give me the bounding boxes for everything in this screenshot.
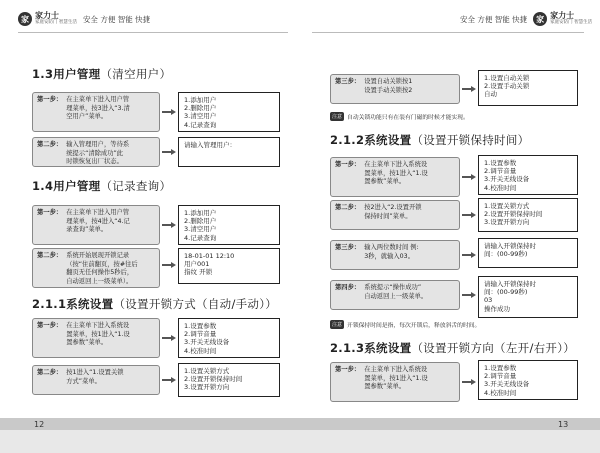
page-number: 12 bbox=[34, 420, 45, 429]
footer-underlay bbox=[300, 430, 600, 453]
arrow-icon bbox=[462, 174, 476, 180]
header-divider bbox=[18, 32, 288, 33]
lcd-screen: 请输入开锁保持时 间：(00-99秒) bbox=[478, 238, 578, 268]
step-box: 第二步： 系统开始展现开锁记录 （按“住前翻页，按#往后 翻页无任何操作5秒后， 自动返回上一级菜单）。 bbox=[32, 248, 160, 288]
lcd-screen: 1.设置关锁方式 2.设置开锁保持时间 3.设置开锁方向 bbox=[478, 198, 578, 232]
section-title-2-1-3: 2.1.3系统设置（设置开锁方向（左开/右开）） bbox=[330, 341, 576, 355]
step-box: 第二步： 输入管理用户，等待系 统提示“清除成功”此 时锁恢复出厂状态。 bbox=[32, 137, 160, 167]
step-box: 第一步： 在主菜单下进入用户管 理菜单，按3进入“3.清 空用户”菜单。 bbox=[32, 92, 160, 132]
lcd-screen: 1.设置参数 2.调节音量 3.开关无线设备 4.校准时间 bbox=[478, 155, 578, 195]
step-box: 第三步： 输入两位数时间 例: 3秒，就输入03。 bbox=[330, 240, 460, 270]
brand-name: 家力士 bbox=[35, 11, 59, 21]
arrow-icon bbox=[162, 149, 176, 155]
step-box: 第二步： 按1进入“1.设置关锁 方式”菜单。 bbox=[32, 365, 160, 395]
note: 注意 自动关锁功能只有在装有门磁的时候才能实现。 bbox=[332, 114, 469, 121]
lcd-screen: 1.设置参数 2.调节音量 3.开关无线设备 4.校准时间 bbox=[178, 318, 280, 358]
footer-underlay bbox=[0, 430, 300, 453]
arrow-icon bbox=[162, 109, 176, 115]
brand-subtitle: 家庭安防门 智慧生活 bbox=[35, 19, 77, 25]
header-slogan: 安全 方便 智能 快捷 bbox=[460, 14, 528, 24]
lcd-screen: 1.添加用户 2.删除用户 3.清空用户 4.记录查询 bbox=[178, 205, 280, 245]
arrow-icon bbox=[462, 212, 476, 218]
brand-logo bbox=[18, 12, 77, 26]
brand-name: 家力士 bbox=[550, 11, 575, 21]
note-icon: 注意 bbox=[332, 114, 343, 120]
note: 注意 开锁保持时间是指，每次开锁后，释放斜舌的时间。 bbox=[332, 322, 481, 329]
left-header bbox=[18, 8, 150, 30]
lcd-screen: 请输入管理用户： bbox=[178, 137, 280, 167]
lcd-screen: 1.设置参数 2.调节音量 3.开关无线设备 4.校准时间 bbox=[478, 360, 578, 400]
section-title-2-1-1: 2.1.1系统设置（设置开锁方式（自动/手动）） bbox=[32, 297, 278, 311]
arrow-icon bbox=[462, 379, 476, 385]
logo-mark-icon: 家 bbox=[18, 12, 32, 26]
section-title-2-1-2: 2.1.2系统设置（设置开锁保持时间） bbox=[330, 133, 530, 147]
header-slogan: 安全 方便 智能 快捷 bbox=[82, 14, 151, 24]
page-number: 13 bbox=[558, 420, 569, 429]
brand-logo bbox=[533, 12, 592, 26]
lcd-screen: 1.设置关锁方式 2.设置开锁保持时间 3.设置开锁方向 bbox=[178, 363, 280, 397]
footer-band bbox=[0, 418, 300, 430]
section-title-1-4: 1.4用户管理（记录查询） bbox=[32, 179, 172, 193]
step-box: 第二步： 按2进入“2.设置开锁 保持时间”菜单。 bbox=[330, 200, 460, 230]
arrow-icon bbox=[162, 377, 176, 383]
step-box: 第一步： 在主菜单下进入系统设 置菜单，按1进入“1.设 置参数”菜单。 bbox=[330, 362, 460, 402]
right-header bbox=[460, 8, 592, 30]
arrow-icon bbox=[462, 86, 476, 92]
right-page bbox=[300, 0, 600, 453]
lcd-screen: 1.添加用户 2.删除用户 3.清空用户 4.记录查询 bbox=[178, 92, 280, 132]
step-box: 第一步： 在主菜单下进入系统设 置菜单，按1进入“1.设 置参数”菜单。 bbox=[330, 157, 460, 197]
arrow-icon bbox=[162, 335, 176, 341]
arrow-icon bbox=[162, 222, 176, 228]
footer-band bbox=[300, 418, 600, 430]
step-box: 第一步： 在主菜单下进入系统设 置菜单，按1进入“1.设 置参数”菜单。 bbox=[32, 318, 160, 358]
arrow-icon bbox=[462, 252, 476, 258]
arrow-icon bbox=[462, 292, 476, 298]
note-icon: 注意 bbox=[332, 322, 343, 328]
brand-subtitle: 家庭安防门 智慧生活 bbox=[550, 19, 593, 25]
header-divider bbox=[312, 32, 584, 33]
section-title-1-3: 1.3用户管理（清空用户） bbox=[32, 67, 172, 81]
step-box: 第三步： 设置自动关锁按1 设置手动关锁按2 bbox=[330, 74, 460, 104]
lcd-screen: 1.设置自动关锁 2.设置手动关锁 自动 bbox=[478, 70, 578, 106]
logo-mark-icon: 家 bbox=[533, 12, 547, 26]
step-box: 第四步： 系统提示“操作成功” 自动返回上一级菜单。 bbox=[330, 280, 460, 310]
lcd-screen: 18-01-01 12:10 用户001 指纹 开锁 bbox=[178, 248, 280, 284]
lcd-screen: 请输入开锁保持时 间：(00-99秒) 03 操作成功 bbox=[478, 276, 578, 318]
arrow-icon bbox=[162, 262, 176, 268]
step-box: 第一步： 在主菜单下进入用户管 理菜单，按4进入“4.记 录查询”菜单。 bbox=[32, 205, 160, 245]
